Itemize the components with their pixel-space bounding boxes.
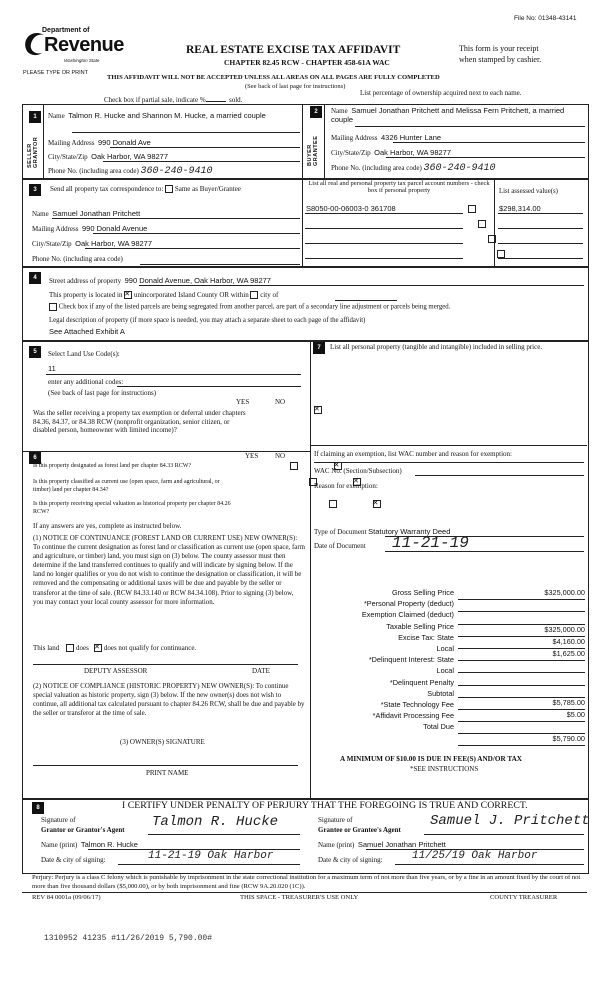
corr-address-line	[93, 233, 300, 234]
doc-date-line	[385, 551, 584, 552]
fee-value-excise-state[interactable]: $4,160.00	[458, 637, 585, 649]
buyer-phone-field[interactable]	[331, 163, 496, 174]
fee-value-excise-local[interactable]: $1,625.00	[458, 649, 585, 661]
fee-value-personal[interactable]	[458, 600, 585, 612]
seller-city-label: City/State/Zip	[48, 153, 88, 161]
unincorporated-checkbox[interactable]	[124, 291, 132, 299]
corr-name-field[interactable]	[32, 209, 140, 218]
corr-address-field[interactable]	[32, 224, 147, 233]
grantee-date-label: Date & city of signing:	[318, 856, 383, 864]
fee-label-interest-local: Local	[436, 666, 454, 676]
grantee-sig-line	[424, 834, 584, 835]
fee-value-interest-local[interactable]	[458, 673, 585, 685]
does-not-text: does not qualify for continuance.	[103, 644, 197, 652]
corr-phone-line	[140, 264, 300, 265]
fee-value-penalty[interactable]	[458, 686, 585, 698]
seller-city-field[interactable]	[48, 152, 168, 161]
street-field[interactable]	[49, 276, 271, 285]
deputy-date-label: DATE	[252, 667, 270, 675]
ownership-note: List percentage of ownership acquired next to each name.	[360, 89, 522, 97]
section-3-badge: 3	[29, 184, 41, 196]
street-value: 990 Donald Avenue, Oak Harbor, WA 98277	[124, 276, 271, 285]
fee-label-personal: *Personal Property (deduct)	[363, 599, 454, 609]
partial-sale-label	[104, 96, 206, 104]
parcel-line-1	[305, 213, 463, 214]
land-use-see-back: (See back of last page for instructions)	[48, 389, 157, 397]
doc-type-value: Statutory Warranty Deed	[368, 527, 451, 536]
corr-city-value: Oak Harbor, WA 98277	[75, 239, 153, 248]
grantee-name-value: Samuel Jonathan Pritchett	[357, 840, 446, 849]
footer-rule	[22, 892, 587, 893]
buyer-city-field[interactable]	[331, 148, 451, 157]
fee-label-taxable: Taxable Selling Price	[386, 621, 454, 631]
personal-property-checkbox-3[interactable]	[488, 235, 496, 243]
doc-date-value[interactable]: 11-21-19	[392, 534, 469, 552]
correspondence-divider	[302, 178, 303, 267]
forest-yes-header: YES	[245, 452, 259, 460]
parcel-value[interactable]: S8050-00-06003-0 361708	[306, 204, 396, 213]
segregated-checkbox[interactable]	[49, 303, 57, 311]
fee-label-excise-local: Local	[436, 643, 454, 653]
notice-of-compliance: (2) NOTICE OF COMPLIANCE (HISTORIC PROPERTY) NEW OWNER(S): To continue special valuation as historic property, sign (3) below. If the new owner(s) does not wish to continue, all additional tax calculated pursuant to chapter 84.26 RCW, shall be due and payable by the seller or transferor at the time of sale.	[33, 683, 305, 718]
assessed-divider	[494, 178, 495, 267]
buyer-address-value: 4326 Hunter Lane	[380, 133, 442, 142]
seller-name-label: Name	[48, 112, 65, 120]
fee-labels	[316, 588, 454, 733]
assessed-line-3	[498, 243, 583, 244]
lower-divider	[310, 340, 311, 798]
fee-label-total: Total Due	[423, 722, 454, 732]
perjury-footnote: Perjury: Perjury is a class C felony which is punishable by imprisonment in the state correctional institution for a maximum term of not more than five years, or by a fine in an amount fixed by the court of not more than five thousand dollars ($5,000.00), or by both imprisonment and fine (RCW 9A.20.020 (1C)).	[32, 874, 581, 890]
grantor-name-value: Talmon R. Hucke	[80, 840, 138, 849]
receipt-note-1: This form is your receipt	[459, 44, 539, 53]
treasurer-space: THIS SPACE - TREASURER'S USE ONLY	[240, 894, 359, 901]
partial-percent-line[interactable]	[206, 101, 226, 102]
seller-address-label: Mailing Address	[48, 139, 95, 147]
forest-q3-no-checkbox[interactable]	[373, 500, 381, 508]
personal-property-label: List all personal property (tangible and intangible) included in selling price.	[330, 343, 543, 351]
notice-of-continuance: (1) NOTICE OF CONTINUANCE (FOREST LAND OR CURRENT USE) NEW OWNER(S): To continue the current designation as forest land or classification as current use (open space, farm and agriculture, or timber) land, you must sign on (3) below. The county assessor must then determine if the land transferred continues to qualify and will indicate by signing below. If the land no longer qualifies or you do not wish to continue the designation or classification, it will be removed and the compensating or additional taxes will be due and payable by the seller or transferor at the time of sale. (RCW 84.33.140 or RCW 84.34.108). Prior to signing (3) below, you may contact your local county assessor for more information.	[33, 535, 305, 606]
corr-name-label: Name	[32, 210, 49, 218]
buyer-name-value: Samuel Jonathan Pritchett and Melissa Fern Pritchett, a married couple	[331, 106, 565, 124]
dor-logo	[22, 27, 132, 69]
parcel-header: List all real and personal property tax parcel account numbers - check box if personal property	[308, 180, 490, 194]
grantor-sig-label: Signature of	[41, 816, 76, 824]
does-text: does	[76, 644, 89, 652]
buyer-phone-value: 360-240-9410	[423, 163, 496, 174]
wac-label: WAC No. (Section/Subsection)	[314, 467, 402, 475]
buyer-name-line	[355, 126, 585, 127]
corr-address-label: Mailing Address	[32, 225, 79, 233]
wac-line[interactable]	[415, 475, 584, 476]
city-of-text: city of	[260, 291, 279, 299]
assessed-value[interactable]: $298,314.00	[499, 204, 541, 213]
assessed-line-1	[498, 213, 583, 214]
partial-sold: sold.	[229, 96, 243, 104]
buyer-side-divider	[324, 104, 325, 179]
landuse-yes-header: YES	[236, 398, 250, 406]
corr-city-label: City/State/Zip	[32, 240, 72, 248]
forest-q1: Is this property designated as forest land per chapter 84.33 RCW?	[33, 463, 192, 469]
grantor-date-label: Date & city of signing:	[41, 856, 106, 864]
land-use-line	[46, 374, 301, 375]
doc-date-field[interactable]	[314, 542, 366, 550]
grantor-signature[interactable]: Talmon R. Hucke	[152, 814, 279, 830]
buyer-address-label: Mailing Address	[331, 134, 378, 142]
fee-value-processing[interactable]	[458, 722, 585, 734]
see-back-instructions: (See back of last page for instructions)	[245, 83, 346, 90]
fee-label-excise-state: Excise Tax: State	[398, 632, 454, 642]
street-label: Street address of property	[49, 277, 122, 285]
fee-label-tech: *State Technology Fee	[380, 699, 454, 709]
corr-phone-field[interactable]	[32, 255, 123, 263]
forest-any-yes: If any answers are yes, complete as instructed below.	[33, 522, 182, 530]
does-checkbox[interactable]	[66, 644, 74, 652]
this-land-text: This land	[33, 644, 60, 652]
fee-values	[458, 588, 585, 746]
seller-phone-value: 360-240-9410	[140, 166, 213, 177]
city-of-checkbox[interactable]	[250, 291, 258, 299]
seller-phone-label: Phone No. (including area code)	[48, 167, 139, 175]
corr-name-line	[52, 218, 300, 219]
forest-q3-yes-checkbox[interactable]	[329, 500, 337, 508]
additional-codes-label: enter any additional codes:	[48, 378, 124, 386]
grantee-agent-label: Grantee or Grantee's Agent	[318, 826, 401, 834]
parties-divider	[302, 104, 303, 179]
fee-label-processing: *Affidavit Processing Fee	[372, 711, 454, 721]
grantee-sig-label: Signature of	[318, 816, 353, 824]
doc-type-label: Type of Document	[314, 528, 367, 536]
fee-label-penalty: *Delinquent Penalty	[389, 677, 454, 687]
seller-address-field[interactable]	[48, 138, 151, 147]
print-name-label: PRINT NAME	[146, 769, 189, 777]
corr-address-value: 990 Donald Avenue	[81, 224, 148, 233]
logo-revenue: Revenue	[44, 34, 124, 56]
assessed-line-4	[498, 258, 583, 259]
section-2-badge: 2	[310, 106, 322, 118]
grantee-date-value[interactable]: 11/25/19 Oak Harbor	[412, 850, 538, 862]
seller-side-label: SELLER GRANTOR	[27, 136, 39, 168]
grantor-date-line	[118, 864, 300, 865]
seller-address-line	[110, 147, 300, 148]
logo-washington: Washington State	[64, 58, 100, 63]
owner-signature-line[interactable]	[33, 765, 298, 766]
buyer-address-line	[393, 142, 585, 143]
partial-sale-text: Check box if partial sale, indicate %	[104, 96, 206, 104]
corr-city-field[interactable]	[32, 239, 152, 248]
correspondence-label	[50, 185, 241, 193]
seller-name-field[interactable]	[48, 111, 298, 120]
corr-city-line	[85, 248, 300, 249]
grantee-name-field[interactable]	[318, 840, 446, 849]
forest-q3: Is this property receiving special valuation as historical property per chapter 84.26 RCW?	[33, 501, 231, 515]
personal-property-checkbox-2[interactable]	[478, 220, 486, 228]
doc-date-label: Date of Document	[314, 542, 366, 550]
form-revision: REV 84 0001a (09/06/17)	[32, 894, 101, 901]
please-type: PLEASE TYPE OR PRINT	[23, 70, 89, 76]
buyer-city-label: City/State/Zip	[331, 149, 371, 157]
minimum-fee-note: A MINIMUM OF $10.00 IS DUE IN FEE(S) AND/OR TAX	[340, 755, 522, 763]
does-not-checkbox[interactable]	[94, 644, 102, 652]
seller-name-line	[72, 132, 300, 133]
exemption-claim-line[interactable]	[314, 462, 584, 463]
seller-city-value: Oak Harbor, WA 98277	[91, 152, 169, 161]
correspondence-text: Send all property tax correspondence to:	[50, 185, 164, 193]
assessed-header: List assessed value(s)	[499, 188, 558, 195]
parcel-line-4	[305, 258, 463, 259]
section-8-badge: 8	[32, 802, 44, 814]
grantee-date-line	[395, 864, 584, 865]
buyer-name-field[interactable]	[331, 106, 583, 124]
located-row	[49, 291, 278, 299]
fee-label-interest-state: *Delinquent Interest: State	[368, 655, 454, 665]
fee-value-total[interactable]: $5,790.00	[458, 734, 585, 746]
parcel-line-3	[305, 243, 463, 244]
personal-property-checkbox-1[interactable]	[468, 205, 476, 213]
seller-side-divider	[43, 104, 44, 179]
seller-address-value: 990 Donald Ave	[97, 138, 151, 147]
legal-description-label: Legal description of property (if more space is needed, you may attach a separate sheet to each page of the affidavit)	[49, 317, 366, 324]
seller-exemption-question: Was the seller receiving a property tax exemption or deferral under chapters 84.36, 84.37, or 84.38 RCW (nonprofit organization, senior citizen, or disabled person, homeowner with limited income)?	[33, 409, 246, 434]
fee-value-taxable[interactable]: $325,000.00	[458, 625, 585, 637]
fee-label-gross: Gross Selling Price	[391, 588, 454, 597]
unincorporated-text: unincorporated Island County OR within	[133, 291, 249, 299]
section-7-badge: 7	[313, 342, 325, 354]
parcel-line-2	[305, 228, 463, 229]
land-use-label: Select Land Use Code(s):	[48, 350, 120, 358]
logo-department: Department of	[42, 27, 90, 34]
fee-label-exemption: Exemption Claimed (deduct)	[361, 610, 454, 620]
grantor-name-field[interactable]	[41, 840, 138, 849]
buyer-city-line	[386, 157, 585, 158]
perjury-statement: I CERTIFY UNDER PENALTY OF PERJURY THAT THE FOREGOING IS TRUE AND CORRECT.	[122, 800, 528, 811]
fee-value-subtotal[interactable]: $5,785.00	[458, 698, 585, 710]
exemption-reason-label: Reason for exemption:	[314, 482, 378, 490]
same-as-buyer-text: Same as Buyer/Grantee	[174, 185, 241, 193]
section-7-bottom-divider	[310, 445, 587, 446]
fee-value-interest-state[interactable]	[458, 661, 585, 673]
landuse-no-header: NO	[275, 398, 286, 406]
seller-city-line	[103, 161, 300, 162]
grantor-agent-label: Grantor or Grantor's Agent	[41, 826, 125, 834]
form-chapter: CHAPTER 82.45 RCW - CHAPTER 458-61A WAC	[224, 58, 390, 67]
segregated-row	[49, 303, 450, 311]
receipt-note-2: when stamped by cashier.	[459, 55, 542, 64]
continuance-row	[33, 644, 196, 652]
treasurer-stamp: 1310952 41235 #11/26/2019 5,790.00#	[44, 934, 213, 943]
seller-phone-field[interactable]	[48, 166, 213, 177]
buyer-address-field[interactable]	[331, 133, 441, 142]
located-text: This property is located in	[49, 291, 123, 299]
file-number: File No: 01348-43141	[514, 15, 577, 22]
buyer-city-value: Oak Harbor, WA 98277	[374, 148, 452, 157]
section-4-badge: 4	[29, 272, 41, 284]
city-of-line	[335, 300, 397, 301]
buyer-phone-label: Phone No. (including area code)	[331, 164, 422, 172]
same-as-buyer-checkbox[interactable]	[165, 185, 173, 193]
fee-value-gross[interactable]: $325,000.00	[458, 588, 585, 600]
grantee-name-label: Name (print)	[318, 841, 355, 849]
exemption-claim-label: If claiming an exemption, list WAC number and reason for exemption:	[314, 450, 512, 458]
section-5-badge: 5	[29, 346, 41, 358]
grantor-name-label: Name (print)	[41, 841, 78, 849]
street-line	[139, 285, 584, 286]
grantor-date-value[interactable]: 11-21-19 Oak Harbor	[148, 850, 274, 862]
county-treasurer: COUNTY TREASURER	[490, 894, 558, 901]
legal-description-value[interactable]: See Attached Exhibit A	[49, 327, 125, 336]
grantee-signature[interactable]: Samuel J. Pritchett	[430, 813, 590, 829]
owner-signature-label: (3) OWNER(S) SIGNATURE	[120, 738, 205, 746]
form-warning: THIS AFFIDAVIT WILL NOT BE ACCEPTED UNLESS ALL AREAS ON ALL PAGES ARE FULLY COMPLETED	[107, 74, 440, 81]
land-use-code[interactable]: 11	[48, 364, 56, 373]
section-1-badge: 1	[29, 111, 41, 123]
see-instructions-note: *SEE INSTRUCTIONS	[410, 765, 479, 773]
corr-phone-label: Phone No. (including area code)	[32, 255, 123, 263]
deputy-assessor-label: DEPUTY ASSESSOR	[84, 667, 148, 675]
seller-exemption-no-checkbox[interactable]	[314, 406, 322, 414]
deputy-assessor-line[interactable]	[33, 664, 298, 665]
forest-no-header: NO	[275, 452, 286, 460]
corr-name-value: Samuel Jonathan Pritchett	[52, 209, 141, 218]
additional-codes-line	[117, 386, 301, 387]
section-6-divider	[22, 451, 310, 452]
fee-value-tech[interactable]: $5.00	[458, 710, 585, 722]
fee-label-subtotal: Subtotal	[427, 688, 454, 698]
seller-name-value: Talmon R. Hucke and Shannon M. Hucke, a married couple	[68, 111, 266, 120]
section-6-badge: 6	[29, 452, 41, 464]
assessed-line-2	[498, 228, 583, 229]
buyer-side-label: BUYER GRANTEE	[307, 135, 319, 166]
grantor-sig-line	[148, 834, 300, 835]
form-title: REAL ESTATE EXCISE TAX AFFIDAVIT	[186, 44, 401, 56]
fee-value-exemption[interactable]	[458, 612, 585, 624]
segregated-text: Check box if any of the listed parcels are being segregated from another parcel, are part of a secondary line adjustment or parcels being merged.	[58, 303, 451, 311]
forest-q2: Is this property classified as current use (open space, farm and agricultural, or timber) land per chapter 84.34?	[33, 479, 220, 493]
forest-q1-yes-checkbox[interactable]	[290, 462, 298, 470]
buyer-name-label: Name	[331, 107, 348, 115]
